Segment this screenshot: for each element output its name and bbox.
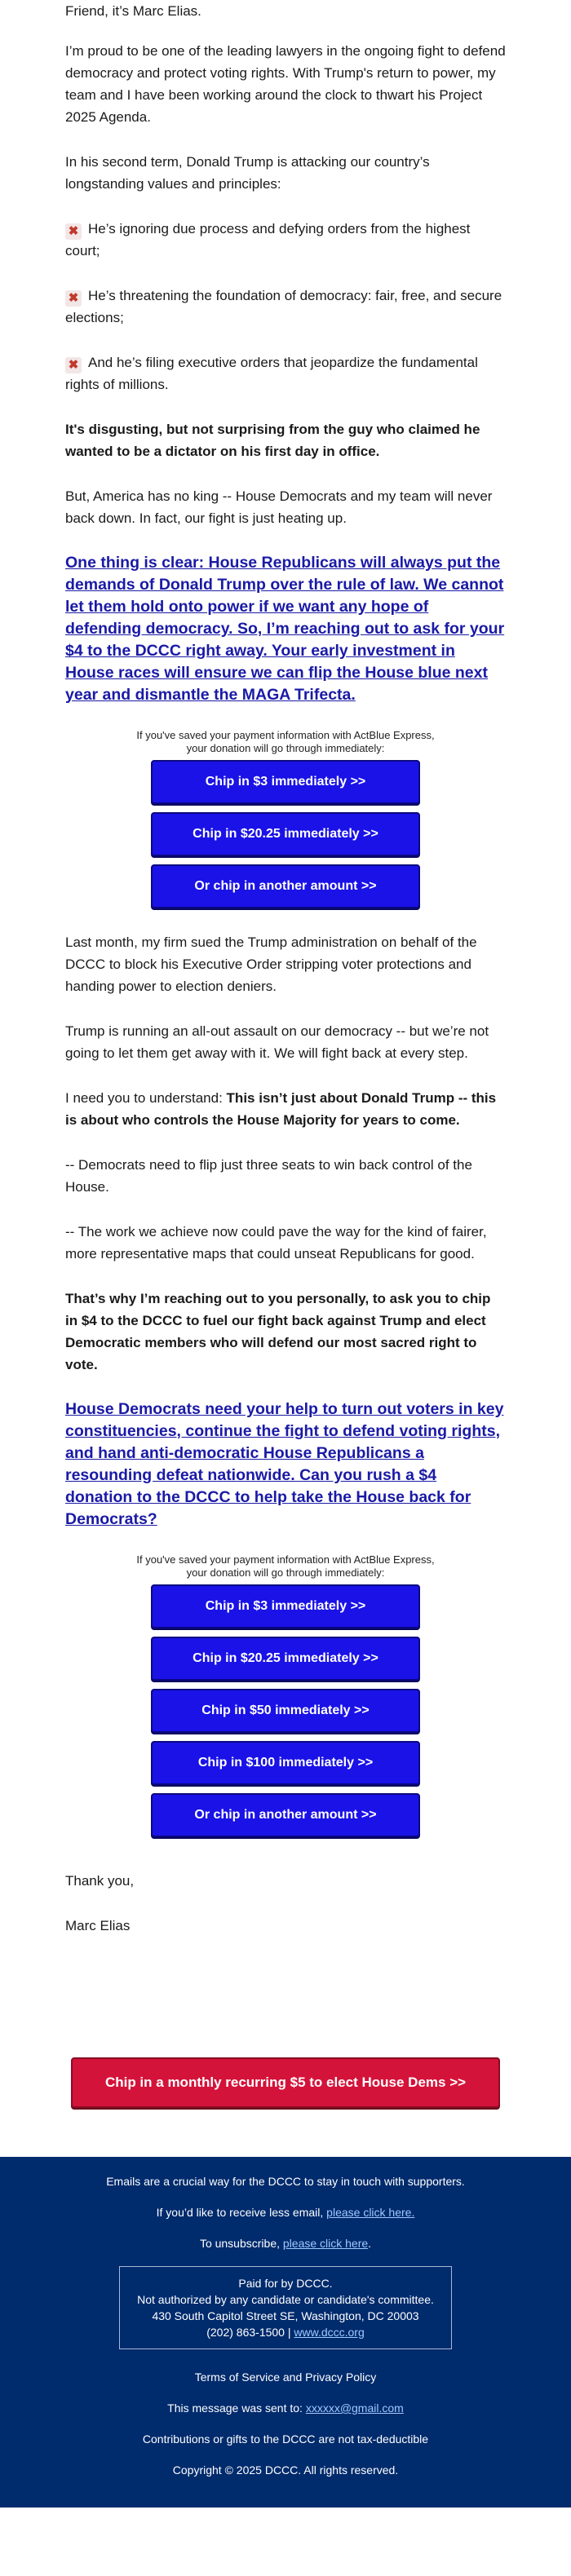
footer [0,2157,571,2508]
thank-you: Thank you, [65,1873,135,1889]
footer-less-email: If you’d like to receive less email, please click here. [156,2206,415,2219]
donate-button-group-2 [151,1584,420,1837]
greeting: Friend, it’s Marc Elias. [65,3,201,19]
spacer [0,1960,571,2057]
chip-in-3-button[interactable]: Chip in $3 immediately >> [151,760,420,804]
bullet-item: ✖ And he’s filing executive orders that jeopardize the fundamental rights of millions. [65,355,478,392]
bullet-item: ✖ He’s ignoring due process and defying orders from the highest court; [65,221,471,258]
actblue-note-1: If you've saved your payment information with ActBlue Express, your donation will go through immediately: [136,729,435,754]
less-email-link[interactable]: please click here. [326,2206,415,2219]
actblue-note-2: If you've saved your payment information with ActBlue Express, your donation will go through immediately: [136,1553,435,1579]
footer-sent-to: This message was sent to: xxxxxx@gmail.com [167,2401,404,2415]
recurring-section [0,2057,571,2108]
bullet-item: ✖ He’s threatening the foundation of democracy: fair, free, and secure elections; [65,288,502,325]
personally-paragraph: That’s why I’m reaching out to you personally, to ask you to chip in $4 to the DCCC to fuel our fight back against Trump and elect Democratic members who will defend our most sacred right to vote. [65,1291,491,1372]
assault-paragraph: Trump is running an all-out assault on our democracy -- but we’re not going to let them get away with it. We will fight back at every step. [65,1023,489,1061]
understand-paragraph: I need you to understand: This isn’t just about Donald Trump -- this is about who controls the House Majority for years to come. [65,1090,497,1128]
disgusting-paragraph: It's disgusting, but not surprising from the guy who claimed he wanted to be a dictator on his first day in office. [65,422,480,459]
footer-contributions: Contributions or gifts to the DCCC are not tax-deductible [142,2432,429,2446]
chip-in-other-amount-button[interactable]: Or chip in another amount >> [151,1793,420,1837]
second-term-paragraph: In his second term, Donald Trump is attacking our country’s longstanding values and principles: [65,154,430,192]
chip-in-20-25-button[interactable]: Chip in $20.25 immediately >> [151,812,420,856]
terms-link[interactable]: Terms of Service and Privacy Policy [194,2371,377,2384]
maps-paragraph: -- The work we achieve now could pave the way for the kind of fairer, more representative maps that could unseat Republicans for good. [65,1224,487,1261]
cross-mark-icon: ✖ [65,223,82,240]
monthly-recurring-button[interactable]: Chip in a monthly recurring $5 to elect House Dems >> [71,2057,500,2108]
recipient-email-link[interactable]: xxxxxx@gmail.com [305,2401,404,2415]
no-king-paragraph: But, America has no king -- House Democrats and my team will never back down. In fact, our fight is just heating up. [65,488,493,526]
email-content [65,0,506,1937]
unsubscribe-link[interactable]: please click here [282,2237,369,2250]
donate-button-group-1 [151,760,420,908]
last-month-paragraph: Last month, my firm sued the Trump administration on behalf of the DCCC to block his Executive Order stripping voter protections and handing power to election deniers. [65,935,477,994]
chip-in-20-25-button[interactable]: Chip in $20.25 immediately >> [151,1637,420,1681]
donate-link-2[interactable]: House Democrats need your help to turn out voters in key constituencies, continue the fight to defend voting rights, and hand anti-democratic House Republicans a resounding defeat nationwide. Can you rush a $4 donation to the DCCC to help take the House back for Democrats? [65,1400,504,1528]
intro-paragraph: I’m proud to be one of the leading lawyers in the ongoing fight to defend democracy and protect voting rights. With Trump's return to power, my team and I have been working around the clock to thwart his Project 2025 Agenda. [65,43,506,125]
donate-link-1[interactable]: One thing is clear: House Republicans will always put the demands of Donald Trump over the rule of law. We cannot let them hold onto power if we want any hope of defending democracy. So, I’m reaching out to ask for your $4 to the DCCC right away. Your early investment in House races will ensure we can flip the House blue next year and dismantle the MAGA Trifecta. [65,554,505,704]
dccc-site-link[interactable]: www.dccc.org [294,2326,365,2339]
cross-mark-icon: ✖ [65,357,82,373]
chip-in-50-button[interactable]: Chip in $50 immediately >> [151,1689,420,1733]
cross-mark-icon: ✖ [65,290,82,307]
chip-in-3-button[interactable]: Chip in $3 immediately >> [151,1584,420,1628]
three-seats-paragraph: -- Democrats need to flip just three seats to win back control of the House. [65,1157,472,1195]
footer-unsubscribe: To unsubscribe, please click here. [199,2237,372,2250]
footer-copyright: Copyright © 2025 DCCC. All rights reserved. [172,2463,399,2477]
paid-for-box: Paid for by DCCC. Not authorized by any candidate or candidate's committee. 430 South Capitol Street SE, Washington, DC 20003 (202) 863-1500 | www.dccc.org [119,2266,452,2349]
signature: Marc Elias [65,1918,131,1933]
footer-crucial: Emails are a crucial way for the DCCC to stay in touch with supporters. [106,2175,465,2188]
chip-in-100-button[interactable]: Chip in $100 immediately >> [151,1741,420,1785]
chip-in-other-amount-button[interactable]: Or chip in another amount >> [151,864,420,908]
